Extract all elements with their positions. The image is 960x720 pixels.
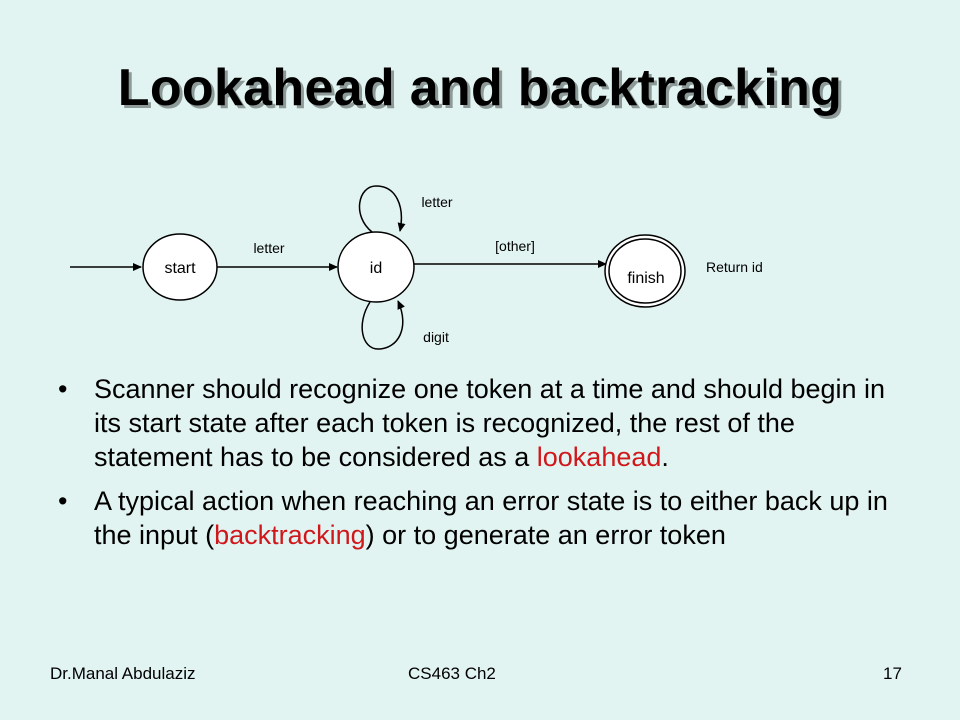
state-finish-label: finish [627,270,665,287]
bullet-text: Scanner should recognize one token at a time and should begin in its start state after each token is recognized, the rest of the statement has to be considered as a [94,374,886,472]
transition-id-loop-digit [362,301,403,349]
transition-id-finish-label: [other] [495,238,535,254]
transition-id-loop-digit-label: digit [423,329,449,345]
slide-title: Lookahead and backtracking [117,59,843,117]
state-start-label: start [164,260,196,277]
bullet-list [58,372,908,562]
bullet-text: A typical action when reaching an error state is to either back up in the input ( [94,486,888,550]
transition-start-id-label: letter [253,240,285,256]
footer-page-number: 17 [883,664,902,683]
transition-id-loop-letter-label: letter [421,194,453,210]
transition-id-loop-letter [360,186,402,232]
bullet-text-end: . [661,442,669,472]
footer-author: Dr.Manal Abdulaziz [50,664,196,683]
finish-action-label: Return id [706,259,763,275]
bullet-text-end: ) or to generate an error token [365,520,726,550]
highlight-lookahead: lookahead [536,442,662,472]
state-id-label: id [369,260,383,277]
highlight-backtracking: backtracking [214,520,366,550]
footer-course: CS463 Ch2 [408,664,496,683]
bullet-item [58,484,908,552]
bullet-item [58,372,908,474]
